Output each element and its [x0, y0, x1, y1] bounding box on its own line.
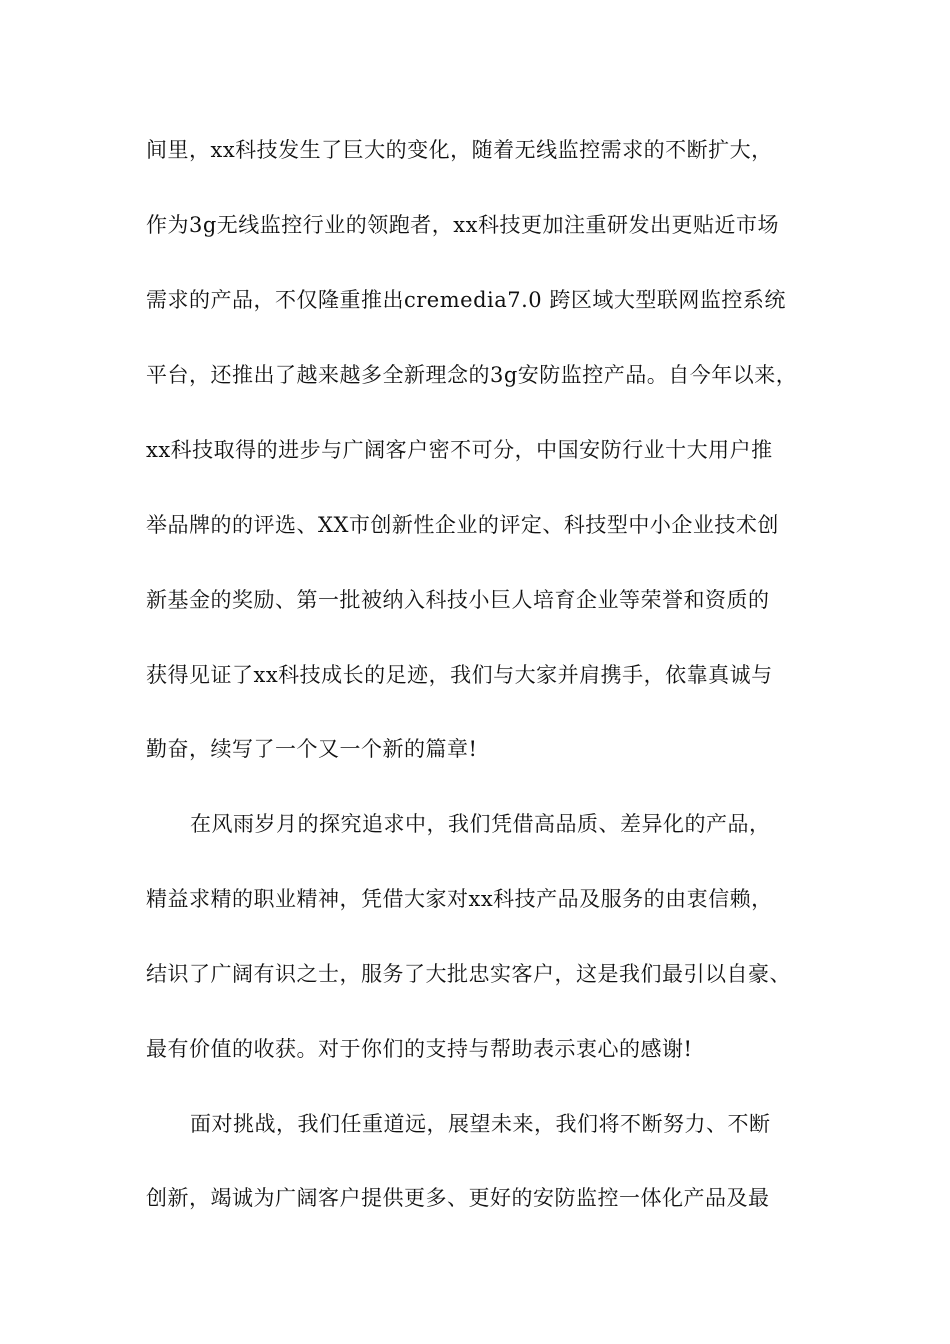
body-text-line: 作为3g无线监控行业的领跑者，xx科技更加注重研发出更贴近市场 [146, 213, 779, 237]
body-text-line: 获得见证了xx科技成长的足迹，我们与大家并肩携手，依靠真诚与 [146, 663, 773, 687]
body-text-line: 新基金的奖励、第一批被纳入科技小巨人培育企业等荣誉和资质的 [146, 588, 770, 612]
body-text-line: 创新，竭诚为广阔客户提供更多、更好的安防监控一体化产品及最 [146, 1186, 770, 1210]
body-text-line: 需求的产品，不仅隆重推出cremedia7.0 跨区域大型联网监控系统 [146, 288, 786, 312]
body-text-line: 举品牌的的评选、XX市创新性企业的评定、科技型中小企业技术创 [146, 513, 779, 537]
body-text-line: 间里，xx科技发生了巨大的变化，随着无线监控需求的不断扩大， [146, 138, 773, 162]
body-text-line: 结识了广阔有识之士，服务了大批忠实客户，这是我们最引以自豪、 [146, 962, 791, 986]
body-text-line: 精益求精的职业精神，凭借大家对xx科技产品及服务的由衷信赖， [146, 887, 773, 911]
body-text-line: xx科技取得的进步与广阔客户密不可分，中国安防行业十大用户推 [146, 438, 773, 462]
body-text-line: 平台，还推出了越来越多全新理念的3g安防监控产品。自今年以来， [146, 363, 798, 387]
paragraph-first-line: 在风雨岁月的探究追求中，我们凭借高品质、差异化的产品， [190, 812, 771, 836]
body-text-line: 勤奋，续写了一个又一个新的篇章! [146, 737, 478, 761]
paragraph-first-line: 面对挑战，我们任重道远，展望未来，我们将不断努力、不断 [190, 1112, 771, 1136]
body-text-line: 最有价值的收获。对于你们的支持与帮助表示衷心的感谢! [146, 1037, 693, 1061]
